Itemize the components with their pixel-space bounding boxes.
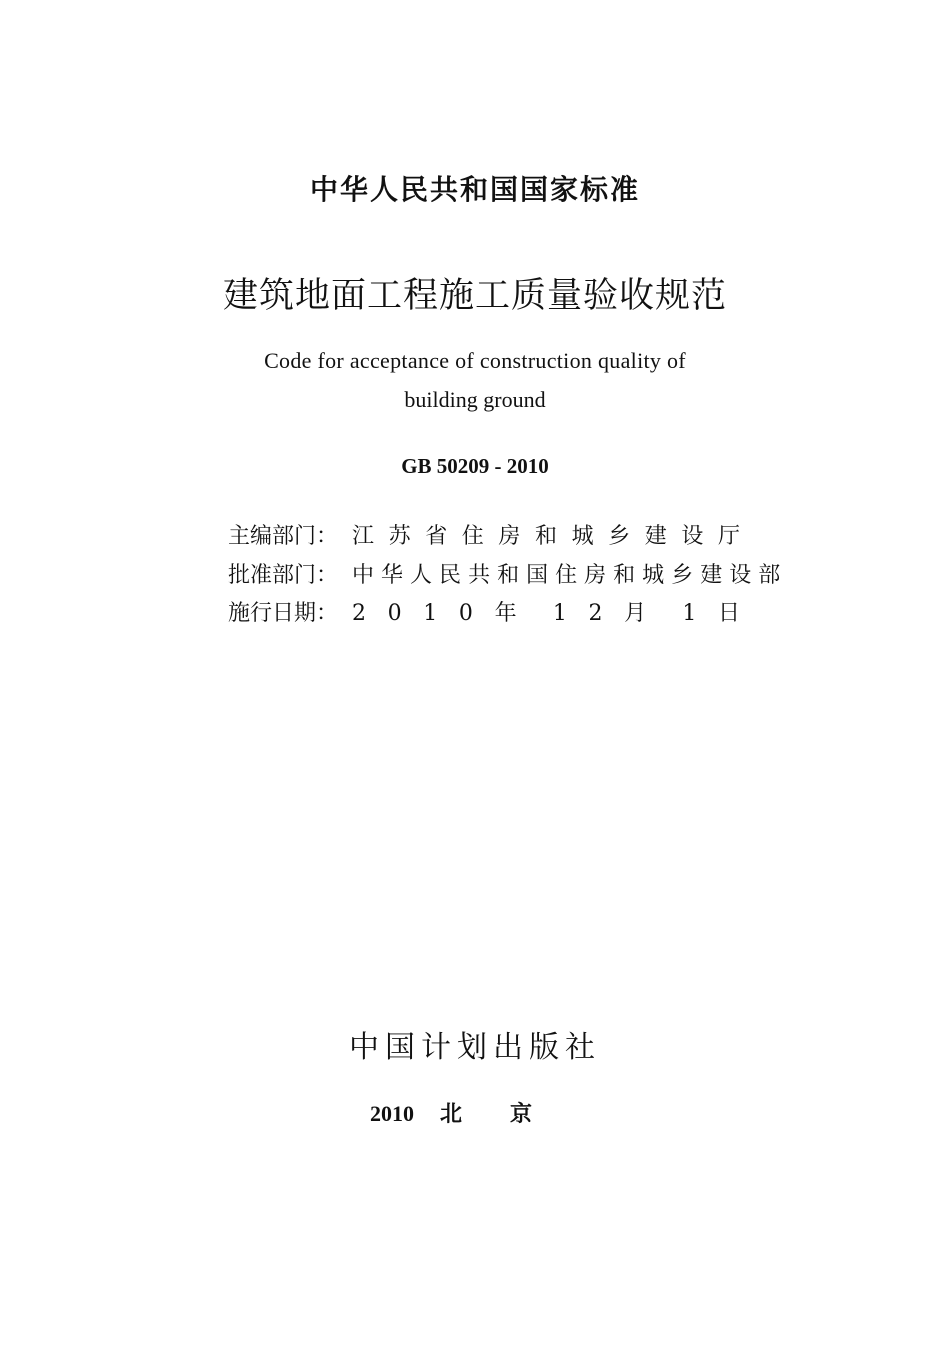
editor-value: 江 苏 省 住 房 和 城 乡 建 设 厅 (352, 523, 740, 549)
imprint (0, 1097, 950, 1128)
document-title-english-line-1: Code for acceptance of construction quality of (264, 348, 686, 373)
effective-date-value: 2 0 1 0 年 1 2 月 1 日 (352, 600, 741, 626)
approver-label: 批准部门： (228, 562, 339, 588)
approver-row (228, 556, 781, 590)
standard-code: GB 50209 - 2010 (401, 454, 549, 478)
effective-date-row (228, 594, 740, 628)
imprint-place: 北京 (439, 1102, 580, 1127)
approver-value: 中 华 人 民 共 和 国 住 房 和 城 乡 建 设 部 (352, 562, 781, 588)
publisher-name: 中国计划出版社 (349, 1030, 601, 1065)
document-title-english-line-2: building ground (404, 387, 546, 412)
imprint-year: 2010 (369, 1101, 414, 1126)
editor-label: 主编部门： (228, 523, 339, 549)
editor-row (228, 517, 740, 551)
effective-date-label: 施行日期： (228, 600, 339, 626)
national-standard-heading: 中华人民共和国国家标准 (309, 173, 640, 206)
document-title-chinese: 建筑地面工程施工质量验收规范 (222, 276, 727, 316)
